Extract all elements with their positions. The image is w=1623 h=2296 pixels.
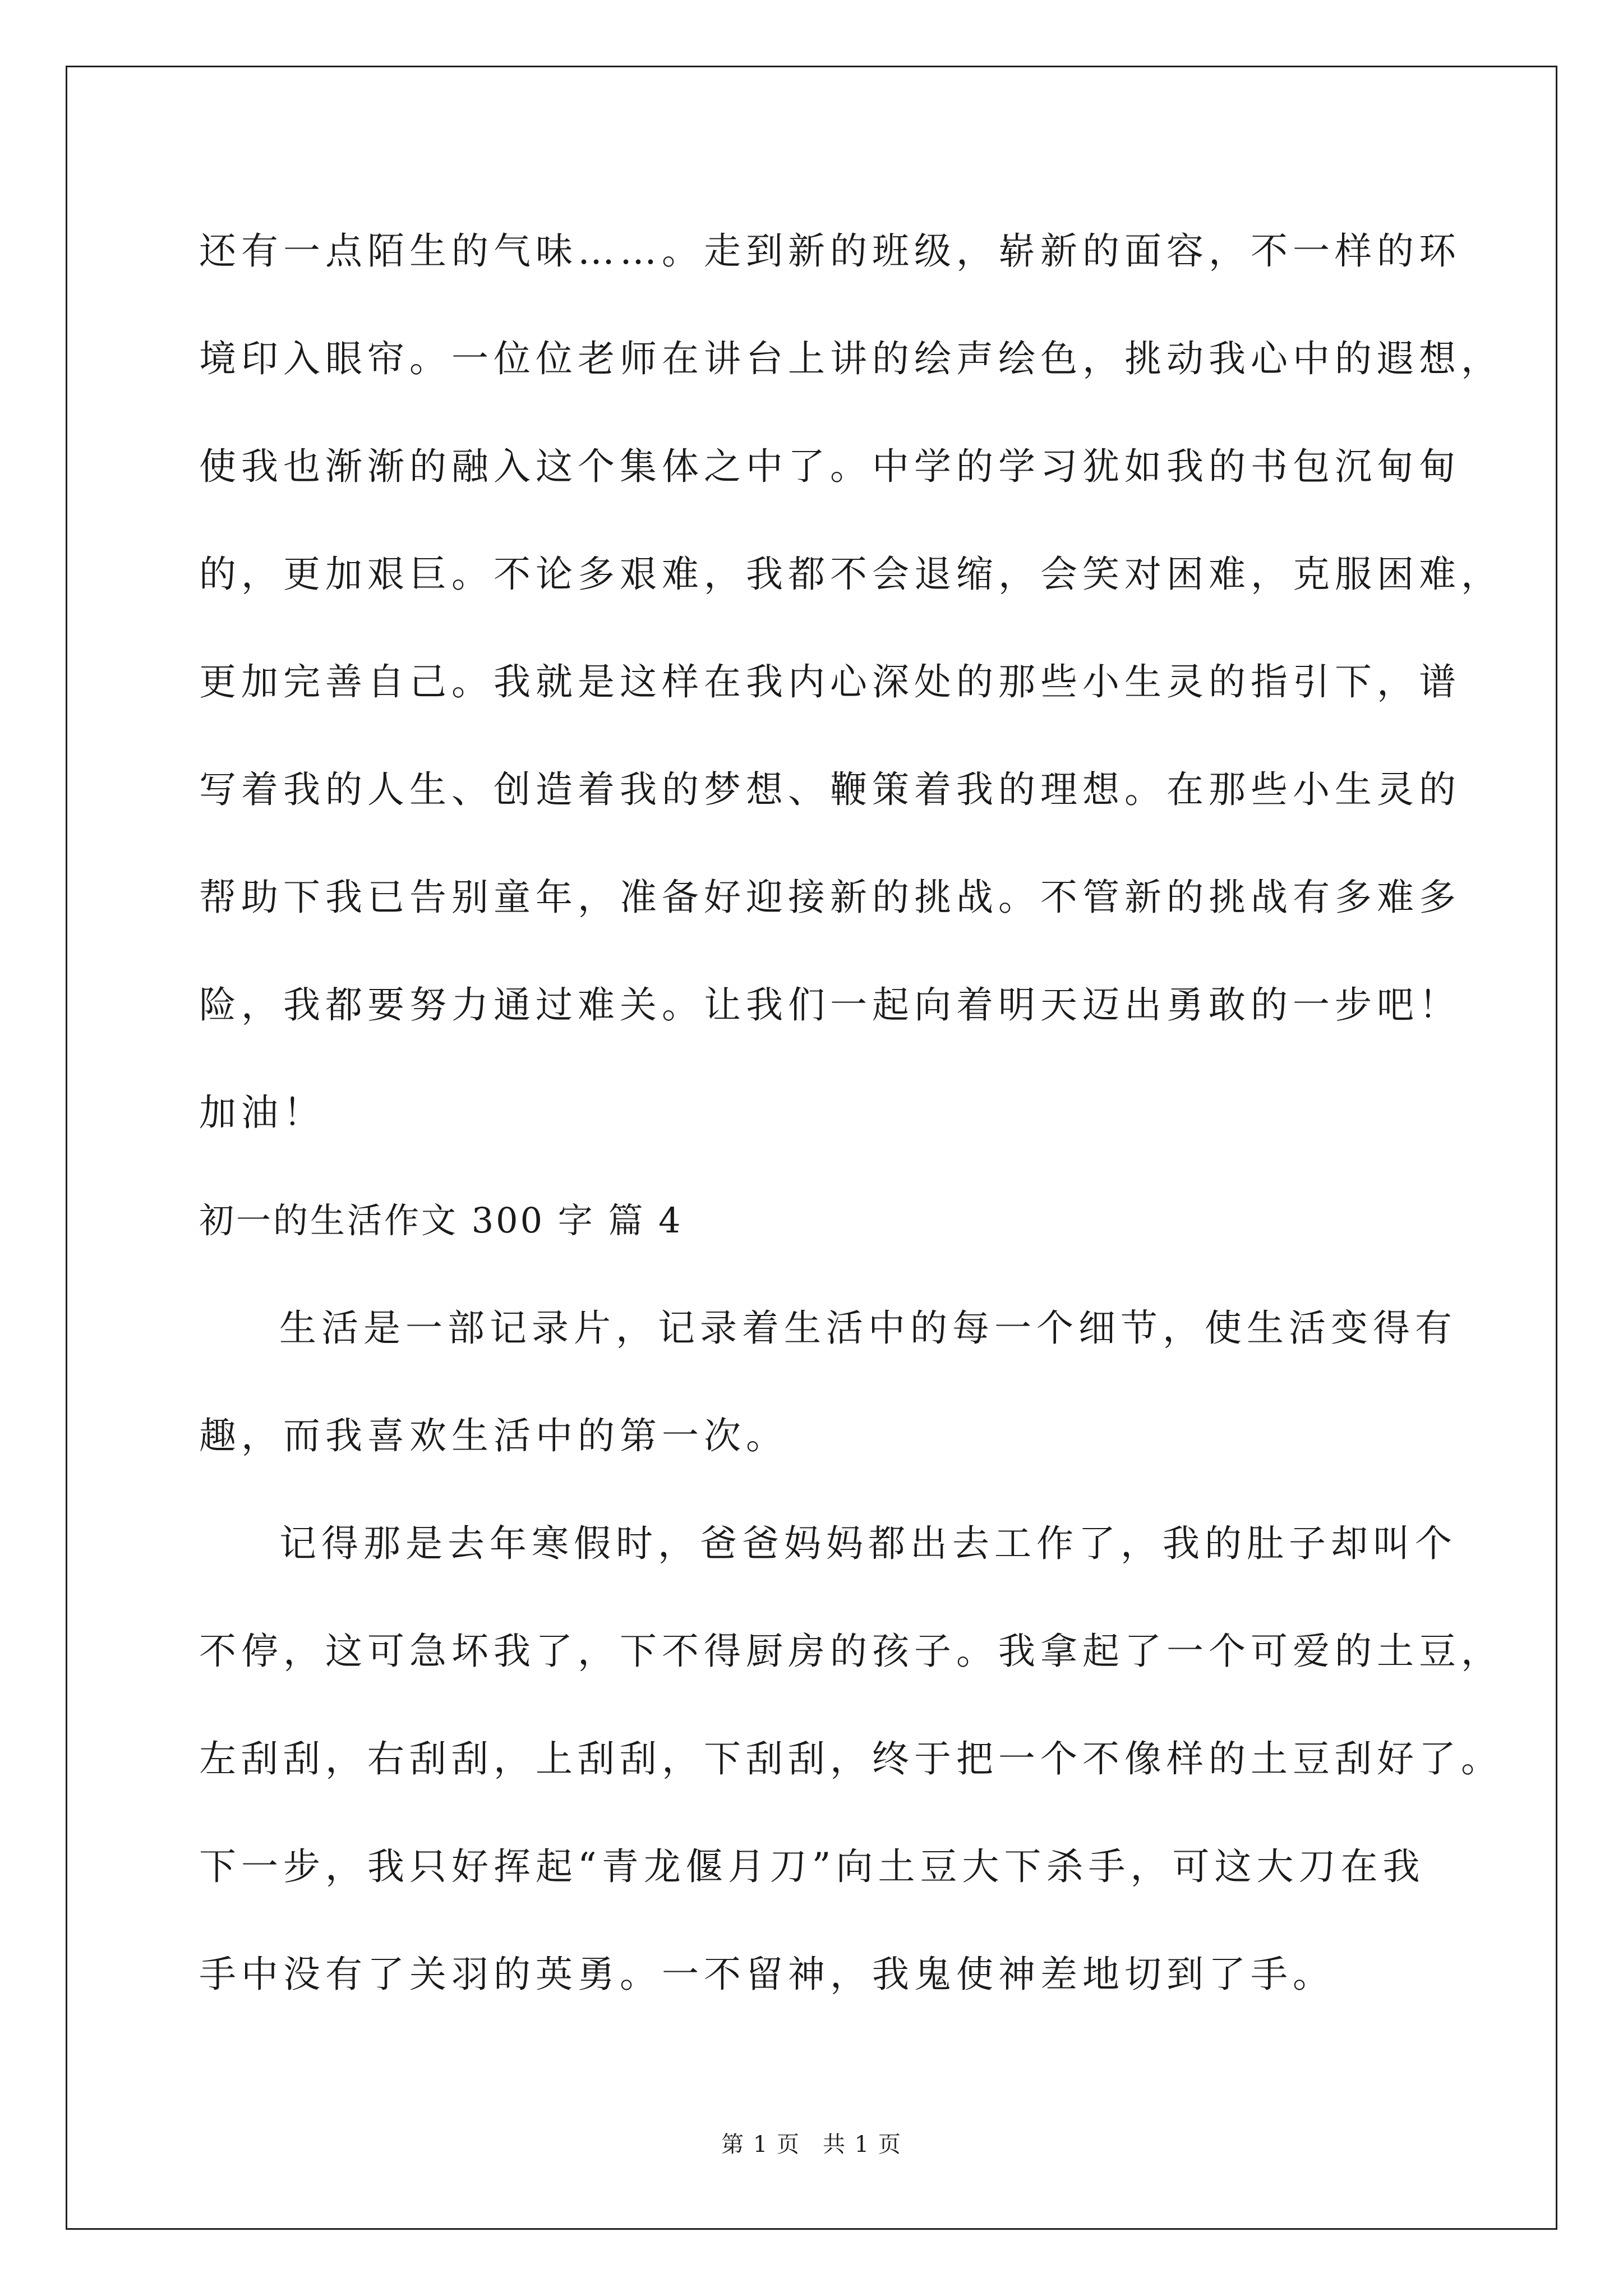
text-line: 险，我都要努力通过难关。让我们一起向着明天迈出勇敢的一步吧！: [199, 983, 1461, 1027]
text-line: 记得那是去年寒假时，爸爸妈妈都出去工作了，我的肚子却叫个: [279, 1522, 1457, 1565]
text-line: 加油！: [199, 1091, 325, 1134]
text-line: 趣，而我喜欢生活中的第一次。: [199, 1414, 788, 1457]
text-line: 的，更加艰巨。不论多艰难，我都不会退缩，会笑对困难，克服困难，: [199, 553, 1503, 596]
text-line: 手中没有了关羽的英勇。一不留神，我鬼使神差地切到了手。: [199, 1953, 1335, 1996]
page-number: 第 1 页: [721, 2132, 800, 2157]
section-heading: 初一的生活作文 300 字 篇 4: [199, 1200, 683, 1241]
page-border: [66, 66, 1557, 2230]
text-line: 更加完善自己。我就是这样在我内心深处的那些小生灵的指引下，谱: [199, 660, 1461, 703]
text-line: 还有一点陌生的气味……。走到新的班级，崭新的面容，不一样的环: [199, 229, 1461, 273]
text-line: 使我也渐渐的融入这个集体之中了。中学的学习犹如我的书包沉甸甸: [199, 445, 1461, 488]
text-line: 生活是一部记录片，记录着生活中的每一个细节，使生活变得有: [279, 1306, 1457, 1350]
text-line: 左刮刮，右刮刮，上刮刮，下刮刮，终于把一个不像样的土豆刮好了。: [199, 1737, 1503, 1780]
text-line: 不停，这可急坏我了，下不得厨房的孩子。我拿起了一个可爱的土豆，: [199, 1630, 1503, 1673]
text-line: 帮助下我已告别童年，准备好迎接新的挑战。不管新的挑战有多难多: [199, 876, 1461, 919]
page-footer: [0, 2131, 1623, 2159]
page-total: 共 1 页: [823, 2132, 902, 2157]
text-line: 境印入眼帘。一位位老师在讲台上讲的绘声绘色，挑动我心中的遐想，: [199, 337, 1503, 380]
text-line: 下一步，我只好挥起“青龙偃月刀”向土豆大下杀手，可这大刀在我: [199, 1845, 1425, 1888]
text-line: 写着我的人生、创造着我的梦想、鞭策着我的理想。在那些小生灵的: [199, 768, 1461, 811]
